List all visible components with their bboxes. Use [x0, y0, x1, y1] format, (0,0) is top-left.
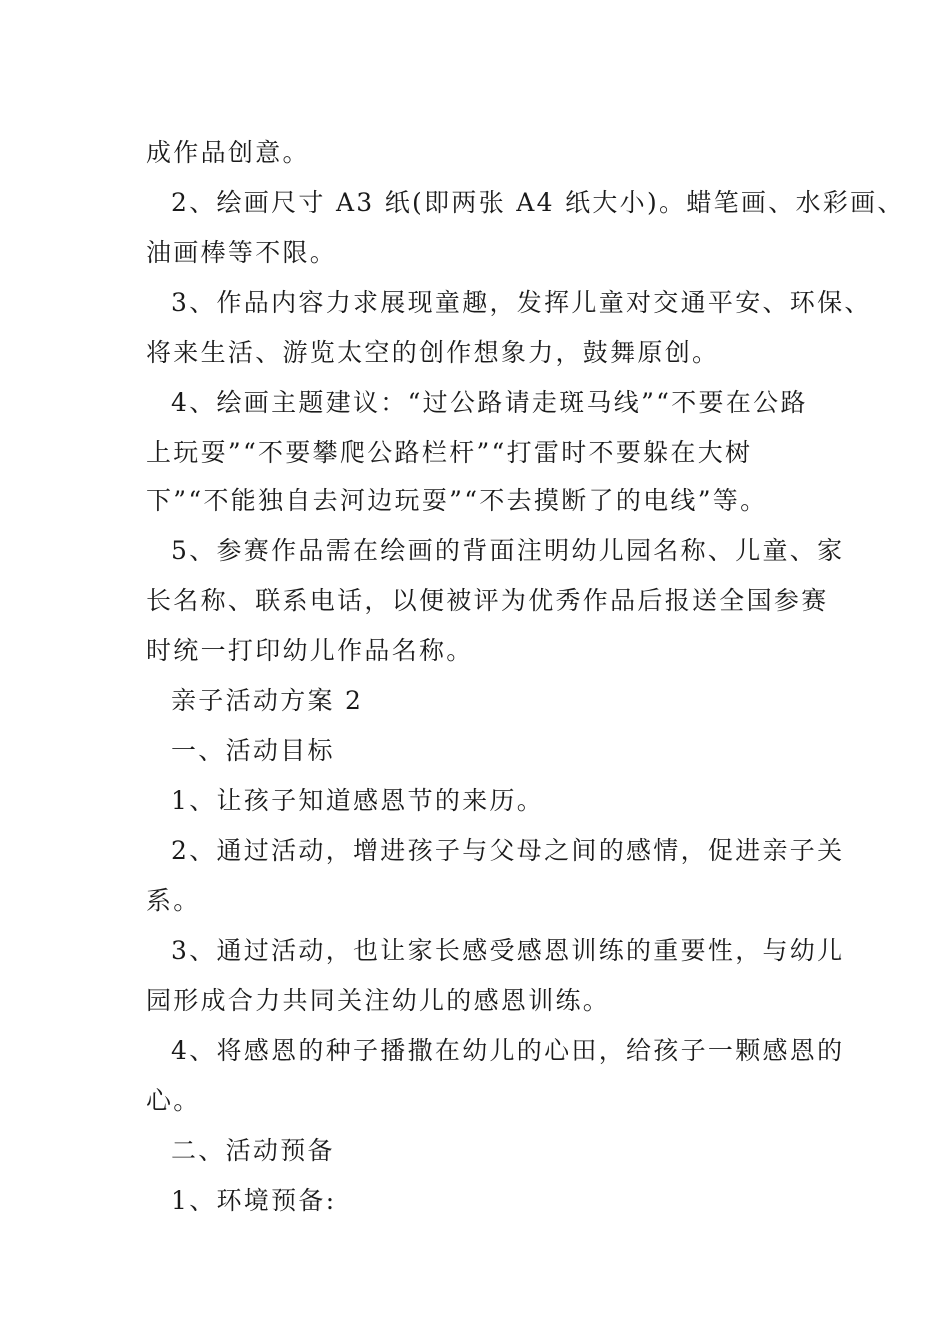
paragraph-line: 1、环境预备:	[171, 1186, 337, 1215]
paragraph-line: 成作品创意。	[146, 138, 310, 167]
paragraph-line: 长名称、联系电话，以便被评为优秀作品后报送全国参赛	[146, 586, 829, 615]
paragraph-line: 上玩耍”“不要攀爬公路栏杆”“打雷时不要躲在大树	[146, 438, 753, 467]
paragraph-line: 心。	[146, 1086, 201, 1115]
paragraph-line: 2、绘画尺寸 A3 纸(即两张 A4 纸大小)。蜡笔画、水彩画、	[171, 188, 905, 217]
paragraph-line: 时统一打印幼儿作品名称。	[146, 636, 474, 665]
paragraph-line: 5、参赛作品需在绘画的背面注明幼儿园名称、儿童、家	[171, 536, 845, 565]
paragraph-line: 2、通过活动，增进孩子与父母之间的感情，促进亲子关	[171, 836, 845, 865]
paragraph-line: 4、绘画主题建议：“过公路请走斑马线”“不要在公路	[171, 388, 808, 417]
paragraph-line: 将来生活、游览太空的创作想象力，鼓舞原创。	[146, 338, 720, 367]
paragraph-line: 3、通过活动，也让家长感受感恩训练的重要性，与幼儿	[171, 936, 845, 965]
paragraph-line: 园形成合力共同关注幼儿的感恩训练。	[146, 986, 611, 1015]
paragraph-line: 3、作品内容力求展现童趣，发挥儿童对交通平安、环保、	[171, 288, 872, 317]
section-heading: 亲子活动方案 2	[171, 686, 364, 715]
paragraph-line: 下”“不能独自去河边玩耍”“不去摸断了的电线”等。	[146, 486, 768, 515]
paragraph-line: 1、让孩子知道感恩节的来历。	[171, 786, 545, 815]
paragraph-line: 4、将感恩的种子播撒在幼儿的心田，给孩子一颗感恩的	[171, 1036, 845, 1065]
section-heading: 二、活动预备	[171, 1136, 335, 1165]
paragraph-line: 油画棒等不限。	[146, 238, 338, 267]
paragraph-line: 系。	[146, 886, 201, 915]
section-heading: 一、活动目标	[171, 736, 335, 765]
